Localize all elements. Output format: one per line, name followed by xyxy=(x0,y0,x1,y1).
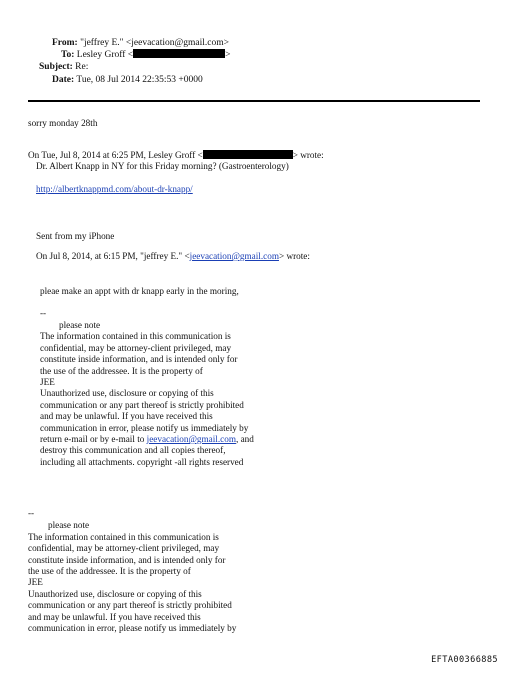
disclaimer-line: JEE xyxy=(28,577,43,588)
quote2-attribution: On Jul 8, 2014, at 6:15 PM, "jeffrey E." <jeevacation@gmail.com> wrote: xyxy=(36,251,310,261)
dashes: -- xyxy=(40,308,47,318)
disclaimer-line: JEE xyxy=(40,376,55,387)
disclaimer-title: please note xyxy=(59,319,101,330)
disclaimer-line: Unauthorized use, disclosure or copying of this xyxy=(40,388,214,399)
disclaimer-line: constitute inside information, and is intended only for xyxy=(40,354,238,365)
document-id: EFTA00366885 xyxy=(431,655,498,665)
dashes: -- xyxy=(28,508,35,518)
disclaimer-line: constitute inside information, and is intended only for xyxy=(28,554,226,565)
date-value: Tue, 08 Jul 2014 22:35:53 +0000 xyxy=(76,75,203,85)
disclaimer-line: destroy this communication and all copies thereof, xyxy=(40,445,226,456)
header-date xyxy=(52,74,203,86)
disclaimer-line: confidential, may be attorney-client privileged, may xyxy=(28,543,220,554)
subject-value: Re: xyxy=(75,62,89,72)
quote2-message: pleae make an appt with dr knapp early in the moring, xyxy=(40,286,239,296)
header-to: To: Lesley Groff < > xyxy=(61,50,231,60)
disclaimer-line: communication or any part thereof is strictly prohibited xyxy=(40,399,244,410)
to-value: Lesley Groff < xyxy=(76,50,134,60)
redaction-bar xyxy=(203,150,293,159)
disclaimer-line-return: return e-mail or by e-mail to jeevacation@gmail.com, and xyxy=(40,433,254,444)
disclaimer-line: and may be unlawful. If you have received this xyxy=(28,611,201,622)
inner-disclaimer xyxy=(40,308,254,468)
jeevacation-email-link[interactable]: jeevacation@gmail.com xyxy=(189,251,279,261)
from-value: "jeffrey E." <jeevacation@gmail.com> xyxy=(80,38,229,48)
disclaimer-line: The information contained in this communication is xyxy=(28,531,219,542)
disclaimer-line: communication in error, please notify us immediately by xyxy=(28,623,237,634)
disclaimer-line: communication or any part thereof is strictly prohibited xyxy=(28,600,232,611)
subject-label: Subject: xyxy=(39,62,73,72)
disclaimer-line: The information contained in this communication is xyxy=(40,331,231,342)
disclaimer-line: Unauthorized use, disclosure or copying of this xyxy=(28,588,202,599)
disclaimer-line: the use of the addressee. It is the property of xyxy=(28,566,191,577)
disclaimer-title: please note xyxy=(48,520,90,531)
disclaimer-line: and may be unlawful. If you have received this xyxy=(40,411,213,422)
disclaimer-line: confidential, may be attorney-client privileged, may xyxy=(40,342,232,353)
to-label: To: xyxy=(61,50,75,60)
disclaimer-line: including all attachments. copyright -all rights reserved xyxy=(40,456,244,467)
header-divider xyxy=(28,100,480,102)
quote1-line: Dr. Albert Knapp in NY for this Friday morning? (Gastroenterology) xyxy=(36,161,289,171)
quote1-attribution: On Tue, Jul 8, 2014 at 6:25 PM, Lesley Groff < > wrote: xyxy=(28,150,324,160)
jeevacation-email-link[interactable]: jeevacation@gmail.com xyxy=(146,433,236,444)
header-subject xyxy=(39,61,88,73)
from-label: From: xyxy=(52,38,78,48)
outer-disclaimer xyxy=(28,508,236,634)
quote1-signature: Sent from my iPhone xyxy=(36,231,115,241)
redaction-bar xyxy=(133,49,225,58)
disclaimer-line: the use of the addressee. It is the property of xyxy=(40,365,203,376)
header-from xyxy=(52,37,229,49)
reply-text: sorry monday 28th xyxy=(28,118,98,128)
disclaimer-line: communication in error, please notify us immediately by xyxy=(40,422,249,433)
knapp-link[interactable]: http://albertknappmd.com/about-dr-knapp/ xyxy=(36,184,193,194)
date-label: Date: xyxy=(52,75,75,85)
